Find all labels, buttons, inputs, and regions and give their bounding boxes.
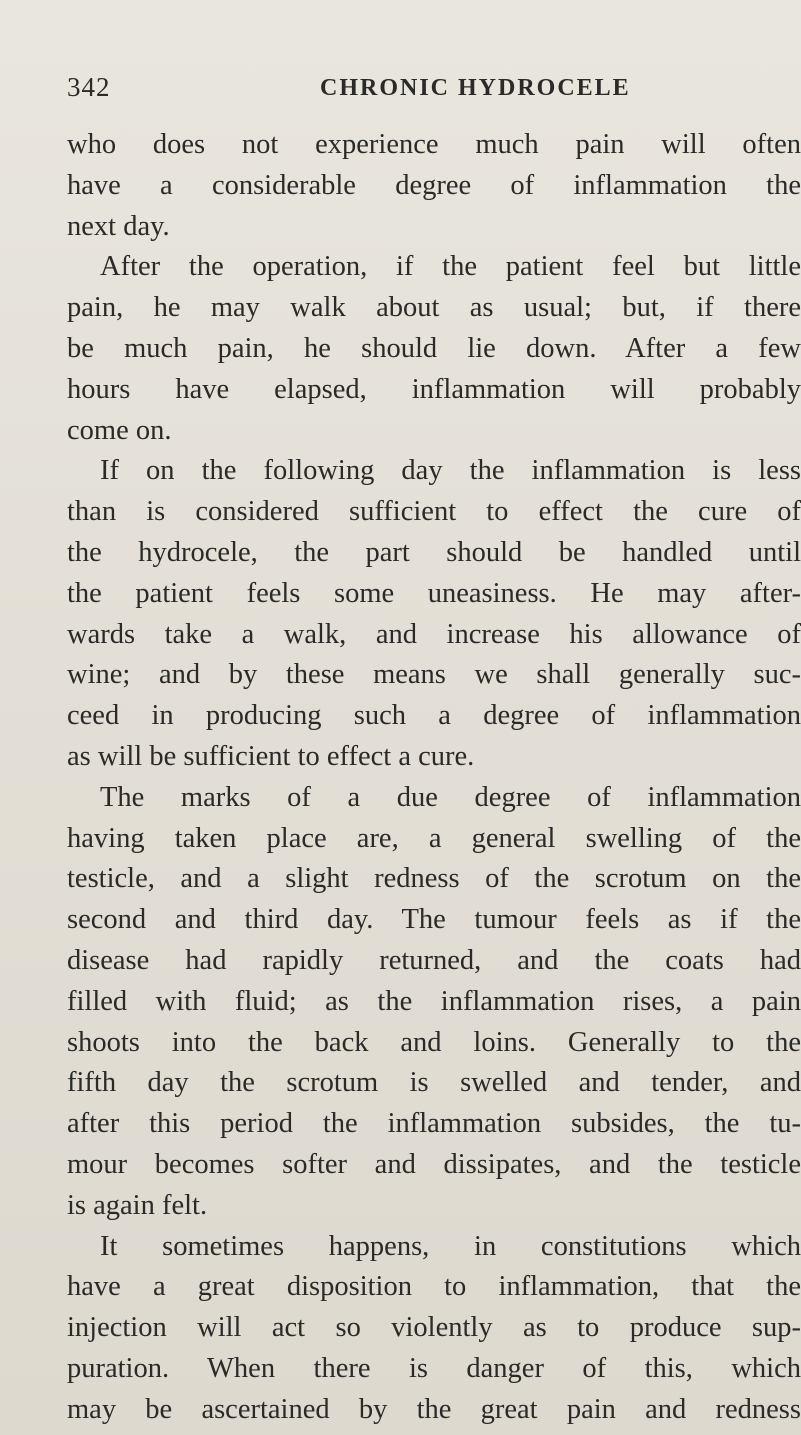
text-line: mour becomes softer and dissipates, and the testicle	[67, 1148, 801, 1180]
text-line: hours have elapsed, inflammation will probably	[67, 373, 801, 405]
text-line: may be ascertained by the great pain and redness	[67, 1393, 801, 1425]
text-line: pain, he may walk about as usual; but, if there	[67, 292, 801, 324]
text-line: be much pain, he should lie down. After a few	[67, 332, 801, 364]
text-line: testicle, and a slight redness of the scrotum on the	[67, 863, 801, 895]
running-head: CHRONIC HYDROCELE	[320, 75, 631, 101]
text-line: wards take a walk, and increase his allowance of	[67, 618, 801, 650]
text-line: filled with fluid; as the inflammation rises, a pain	[67, 985, 801, 1017]
page-number: 342	[67, 72, 111, 102]
text-line: the hydrocele, the part should be handled until	[67, 536, 801, 568]
text-line: second and third day. The tumour feels as if the	[67, 904, 801, 936]
text-line: have a considerable degree of inflammation the	[67, 169, 801, 201]
text-line: shoots into the back and loins. Generally to the	[67, 1026, 801, 1058]
text-line: After the operation, if the patient feel but little	[100, 251, 801, 283]
text-line: ceed in producing such a degree of inflammation	[67, 700, 801, 732]
text-line: disease had rapidly returned, and the coats had	[67, 944, 801, 976]
text-line: after this period the inflammation subsides, the tu-	[67, 1108, 801, 1140]
text-line: It sometimes happens, in constitutions which	[100, 1230, 801, 1262]
text-line: having taken place are, a general swelling of the	[67, 822, 801, 854]
text-line: than is considered sufficient to effect the cure of	[67, 496, 801, 528]
text-line: If on the following day the inflammation is less	[100, 455, 801, 487]
text-line: who does not experience much pain will often	[67, 129, 801, 160]
body-text	[67, 125, 801, 1431]
text-line: next day.	[67, 210, 170, 242]
text-line: is again felt.	[67, 1189, 208, 1221]
text-line: the patient feels some uneasiness. He may after-	[67, 577, 801, 609]
text-line: come on.	[67, 414, 172, 446]
text-line: as will be sufficient to effect a cure.	[67, 740, 475, 772]
text-line: wine; and by these means we shall generally suc-	[67, 659, 801, 691]
text-line: fifth day the scrotum is swelled and tender, and	[67, 1067, 801, 1099]
text-line: injection will act so violently as to produce sup-	[67, 1312, 801, 1344]
page-header	[67, 72, 761, 112]
text-line: puration. When there is danger of this, which	[67, 1352, 801, 1384]
text-line: The marks of a due degree of inflammation	[100, 781, 801, 813]
text-line: have a great disposition to inflammation, that the	[67, 1271, 801, 1303]
